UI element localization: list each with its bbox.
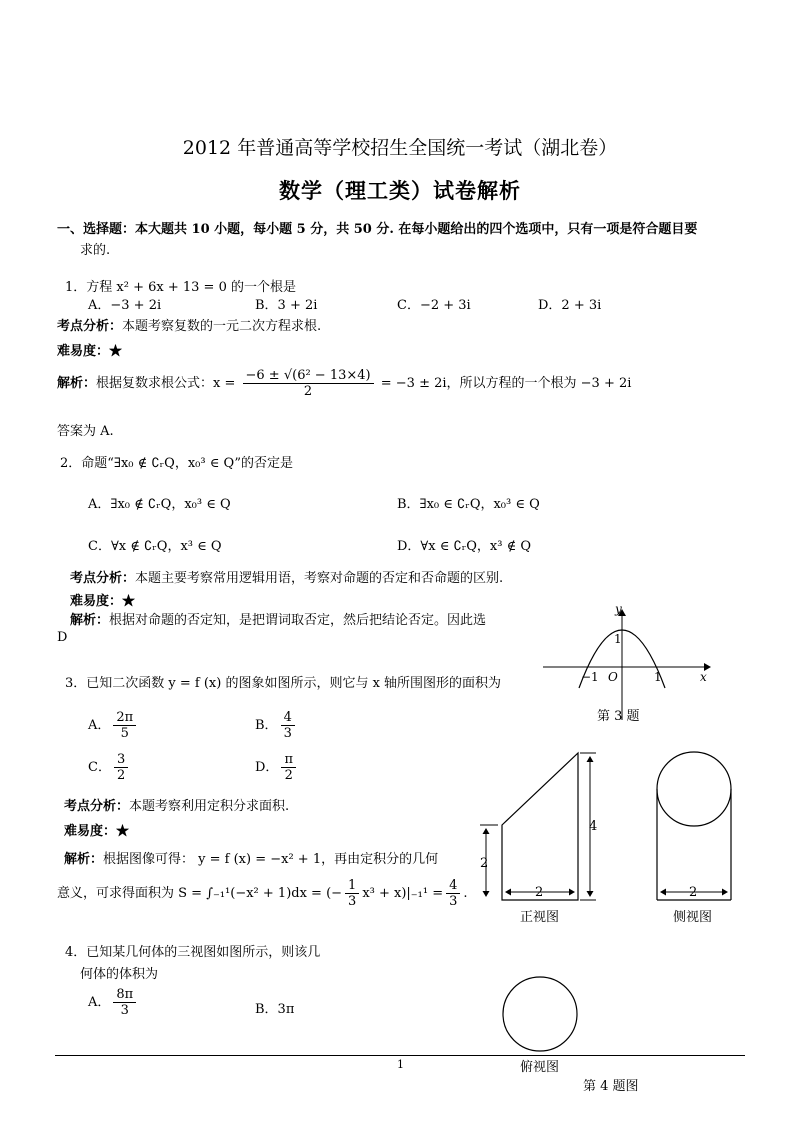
q1-option-d: D．2 + 3i <box>538 298 602 313</box>
front-view-shape <box>502 753 578 900</box>
q3-difficulty: 难易度：★ <box>64 824 130 839</box>
y-axis-label: y <box>615 602 622 616</box>
dim-2-left-label: 2 <box>480 856 489 871</box>
q1-solution: 解析：根据复数求根公式：x = $\frac{\text{−6 ± √(6² − 13×4)}}{2}$ = −3 ± 2i，所以方程的一个根为 −3 + 2i <box>57 368 632 399</box>
tick-y-one: 1 <box>614 632 622 646</box>
q2-option-d: D．∀x ∈ ∁ᵣQ，x³ ∉ Q <box>397 539 532 554</box>
side-view-caption: 侧视图 <box>673 910 713 925</box>
q3-figure-caption: 第 3 题 <box>597 709 640 724</box>
section-instructions: 一、选择题：本大题共 10 小题，每小题 5 分，共 50 分. 在每小题给出的四个选项中，只有一项是符合题目要 <box>57 222 698 237</box>
q2-stem: 2．命题“∃x₀ ∉ ∁ᵣQ，x₀³ ∈ Q”的否定是 <box>60 456 294 471</box>
q4-option-a: A． $\frac{8\pi}{3}$ <box>88 987 139 1018</box>
q1-answer: 答案为 A. <box>57 424 114 439</box>
q2-solution-answer: D <box>57 630 68 645</box>
q4-top-view <box>498 972 582 1056</box>
q2-option-b: B．∃x₀ ∈ ∁ᵣQ，x₀³ ∈ Q <box>397 497 540 512</box>
q3-solution-line2: 意义，可求得面积为 S = ∫₋₁¹(−x² + 1)dx = (− $\frac{1}{3}$ x³ + x)|₋₁¹ = $\frac{4}{3}$ . <box>57 878 468 909</box>
page-number: 1 <box>397 1058 404 1071</box>
q1-analysis: 考点分析：本题考察复数的一元二次方程求根. <box>57 319 322 334</box>
tick-neg-one: −1 <box>581 670 599 684</box>
q4-stem-line1: 4．已知某几何体的三视图如图所示，则该几 <box>65 945 321 960</box>
q3-option-c: C． $\frac{3}{2}$ <box>88 752 131 783</box>
q4-figure-three-views <box>468 745 748 930</box>
origin-label: O <box>608 670 618 684</box>
tick-one: 1 <box>654 670 662 684</box>
front-view-caption: 正视图 <box>520 910 560 925</box>
dim-2-front-label: 2 <box>535 885 544 900</box>
page-title: 2012 年普通高等学校招生全国统一考试（湖北卷） <box>182 137 618 159</box>
q3-analysis: 考点分析：本题考察利用定积分求面积. <box>64 799 290 814</box>
section-instructions-cont: 求的. <box>80 243 111 258</box>
dim-4-label: 4 <box>589 819 598 834</box>
top-view-caption: 俯视图 <box>520 1060 560 1075</box>
q2-solution: 解析：根据对命题的否定知，是把谓词取否定，然后把结论否定。因此选 <box>70 613 487 628</box>
q3-option-b: B． $\frac{4}{3}$ <box>255 710 298 741</box>
q4-stem-line2: 何体的体积为 <box>80 967 159 982</box>
q1-option-a: A．−3 + 2i <box>88 298 162 313</box>
q3-solution-line1: 解析：根据图像可得： y = f (x) = −x² + 1，再由定积分的几何 <box>64 852 439 867</box>
x-axis-label: x <box>700 670 707 684</box>
q2-option-a: A．∃x₀ ∉ ∁ᵣQ，x₀³ ∈ Q <box>88 497 231 512</box>
q3-stem: 3．已知二次函数 y = f (x) 的图象如图所示，则它与 x 轴所围图形的面积为 <box>65 676 502 691</box>
q2-option-c: C．∀x ∉ ∁ᵣQ，x³ ∈ Q <box>88 539 222 554</box>
q3-option-a: A． $\frac{2\pi}{5}$ <box>88 710 139 741</box>
q4-figure-caption: 第 4 题图 <box>583 1079 639 1094</box>
q4-option-b: B．3π <box>255 1002 295 1017</box>
q3-option-d: D． $\frac{\pi}{2}$ <box>255 752 299 783</box>
q2-difficulty: 难易度：★ <box>70 594 136 609</box>
q1-option-b: B．3 + 2i <box>255 298 318 313</box>
side-view-circle <box>657 752 731 826</box>
q1-difficulty: 难易度：★ <box>57 344 123 359</box>
footer-rule <box>55 1055 745 1056</box>
q2-analysis: 考点分析：本题主要考察常用逻辑用语，考察对命题的否定和否命题的区别. <box>70 571 504 586</box>
q1-stem: 1．方程 x² + 6x + 13 = 0 的一个根是 <box>65 280 296 295</box>
page-subtitle: 数学（理工类）试卷解析 <box>279 178 521 203</box>
dim-2-side-label: 2 <box>689 885 698 900</box>
q1-option-c: C．−2 + 3i <box>397 298 471 313</box>
top-view-circle <box>503 977 577 1051</box>
